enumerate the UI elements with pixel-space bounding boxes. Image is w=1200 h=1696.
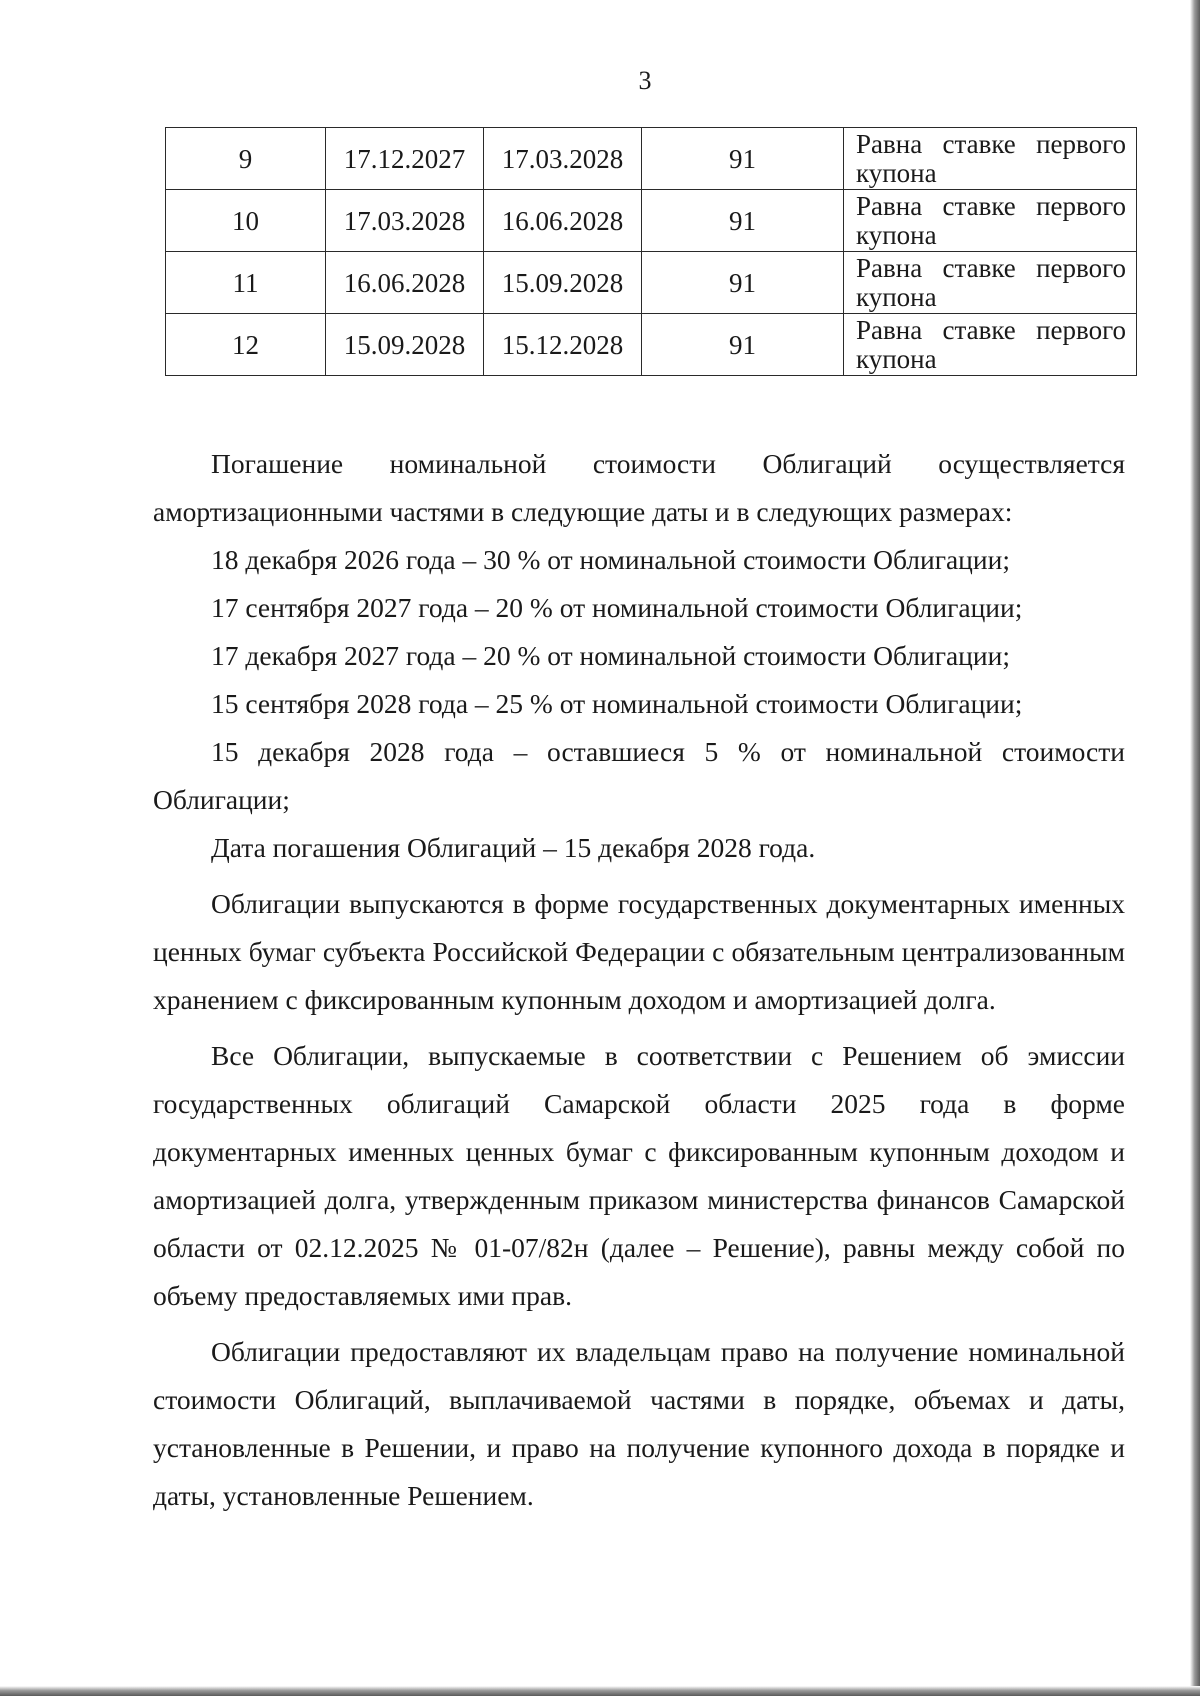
coupon-rate-cell <box>844 190 1137 252</box>
coupon-number-cell: 10 <box>166 190 326 252</box>
coupon-rate-word: Равна <box>856 128 923 159</box>
coupon-number-cell: 9 <box>166 128 326 190</box>
table-row <box>166 252 1137 314</box>
paragraph-equal-rights: Все Облигации, выпускаемые в соответствии с Решением об эмиссии государственных облигаций Самарской области 2025 года в форме документарных именных ценных бумаг с фиксированным купонным доходом и амортизацией долга, утвержденным приказом министерства финансов Самарской области от 02.12.2025 № 01-07/82н (далее – Решение), равны между собой по объему предоставляемых ими прав. <box>153 1040 1125 1311</box>
coupon-start-date-cell: 17.03.2028 <box>326 190 484 252</box>
coupon-rate-word: купона <box>856 343 937 374</box>
coupon-rate-word: Равна <box>856 190 923 221</box>
coupon-rate-word: первого <box>1036 314 1126 345</box>
coupon-end-date-cell: 15.09.2028 <box>484 252 642 314</box>
coupon-rate-word: первого <box>1036 128 1126 159</box>
coupon-days-cell: 91 <box>642 314 844 376</box>
coupon-start-date-cell: 15.09.2028 <box>326 314 484 376</box>
coupon-number-cell: 11 <box>166 252 326 314</box>
coupon-rate-word: ставке <box>942 190 1016 221</box>
paragraph-amortization-2: 17 сентября 2027 года – 20 % от номинальной стоимости Облигации; <box>211 592 1023 623</box>
coupon-rate-word: первого <box>1036 252 1126 283</box>
coupon-end-date-cell: 16.06.2028 <box>484 190 642 252</box>
coupon-days-cell: 91 <box>642 128 844 190</box>
scan-edge-right <box>1190 0 1200 1696</box>
paragraph-bond-form: Облигации выпускаются в форме государственных документарных именных ценных бумаг субъекта Российской Федерации с обязательным централизованным хранением с фиксированным купонным доходом и амортизацией долга. <box>153 888 1125 1015</box>
coupon-days-cell: 91 <box>642 190 844 252</box>
coupon-rate-line <box>856 254 1126 283</box>
page-number: 3 <box>638 66 652 95</box>
coupon-rate-word: Равна <box>856 252 923 283</box>
coupon-end-date-cell: 15.12.2028 <box>484 314 642 376</box>
coupon-number-cell: 12 <box>166 314 326 376</box>
coupon-rate-line <box>856 192 1126 221</box>
coupon-days-cell: 91 <box>642 252 844 314</box>
coupon-rate-word: ставке <box>942 314 1016 345</box>
coupon-rate-line <box>856 130 1126 159</box>
coupon-schedule-table <box>165 127 1137 376</box>
coupon-rate-word: ставке <box>942 252 1016 283</box>
document-body <box>153 440 1125 1520</box>
table-row <box>166 190 1137 252</box>
paragraph-amortization-4: 15 сентября 2028 года – 25 % от номинальной стоимости Облигации; <box>211 688 1023 719</box>
paragraph-redemption-intro: Погашение номинальной стоимости Облигаций осуществляется амортизационными частями в следующие даты и в следующих размерах: <box>153 448 1125 527</box>
paragraph-amortization-3: 17 декабря 2027 года – 20 % от номинальной стоимости Облигации; <box>211 640 1010 671</box>
paragraph-amortization-5: 15 декабря 2028 года – оставшиеся 5 % от номинальной стоимости Облигации; <box>153 736 1125 815</box>
table-row <box>166 314 1137 376</box>
table-row <box>166 128 1137 190</box>
paragraph-maturity-date: Дата погашения Облигаций – 15 декабря 2028 года. <box>211 832 816 863</box>
coupon-start-date-cell: 17.12.2027 <box>326 128 484 190</box>
coupon-end-date-cell: 17.03.2028 <box>484 128 642 190</box>
coupon-rate-word: первого <box>1036 190 1126 221</box>
coupon-rate-word: ставке <box>942 128 1016 159</box>
paragraph-amortization-1: 18 декабря 2026 года – 30 % от номинальной стоимости Облигации; <box>211 544 1010 575</box>
coupon-rate-word: Равна <box>856 314 923 345</box>
coupon-rate-cell <box>844 314 1137 376</box>
coupon-rate-cell <box>844 128 1137 190</box>
coupon-start-date-cell: 16.06.2028 <box>326 252 484 314</box>
coupon-rate-cell <box>844 252 1137 314</box>
coupon-rate-word: купона <box>856 281 937 312</box>
coupon-rate-word: купона <box>856 219 937 250</box>
coupon-rate-word: купона <box>856 157 937 188</box>
coupon-rate-line <box>856 316 1126 345</box>
scan-edge-bottom <box>0 1686 1200 1696</box>
paragraph-holder-rights: Облигации предоставляют их владельцам право на получение номинальной стоимости Облигаций, выплачиваемой частями в порядке, объемах и даты, установленные в Решении, и право на получение купонного дохода в порядке и даты, установленные Решением. <box>153 1336 1125 1511</box>
